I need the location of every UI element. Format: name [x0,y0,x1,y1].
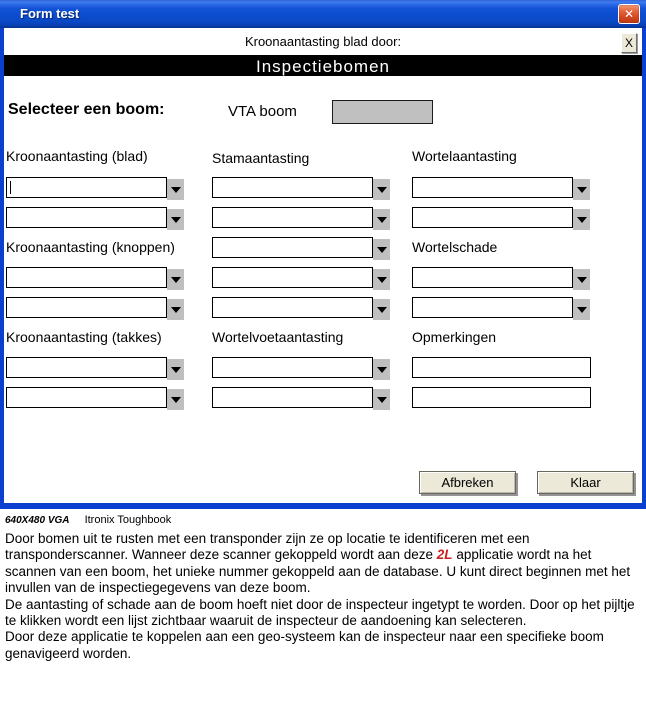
device-label: Itronix Toughbook [84,514,172,526]
chevron-down-icon [377,217,387,223]
banner-close-button[interactable]: X [621,33,637,53]
section-label-opmerkingen: Opmerkingen [412,329,497,345]
combo-wortelvoetaantasting-1-field[interactable] [212,357,373,378]
opmerkingen-input-2[interactable] [412,387,591,408]
combo-kroonaantasting-takkes-2-field[interactable] [6,387,167,408]
banner-bar [0,28,646,55]
chevron-down-icon [377,277,387,283]
combo-stamaantasting-5-field[interactable] [212,297,373,318]
chevron-down-icon [577,217,587,223]
title-bar[interactable] [0,0,646,28]
combo-kroonaantasting-blad-2-field[interactable] [6,207,167,228]
combo-wortelschade-2[interactable] [412,297,592,321]
combo-wortelschade-2-field[interactable] [412,297,573,318]
combo-kroonaantasting-knoppen-2[interactable] [6,297,186,321]
combo-kroonaantasting-takkes-2[interactable] [6,387,186,411]
section-label-kroonaantasting-knoppen: Kroonaantasting (knoppen) [6,239,175,255]
window-border-left [0,28,4,509]
combo-stamaantasting-2[interactable] [212,207,392,231]
chevron-down-icon [377,247,387,253]
section-label-stamaantasting: Stamaantasting [212,150,310,166]
chevron-down-icon [577,187,587,193]
window-title: Form test [20,6,80,21]
paragraph-1-start: Door bomen uit te rusten met een transponder zijn ze op locatie te identificeren met een transponderscanner. Wanneer deze scanner gekoppeld wordt aan deze [5,531,530,563]
paragraph-3: Door deze applicatie te koppelen aan een geo-systeem kan de inspecteur naar een specifieke boom genavigeerd worden. [5,629,604,661]
combo-wortelvoetaantasting-1[interactable] [212,357,392,381]
section-label-wortelaantasting: Wortelaantasting [412,148,517,164]
vta-boom-label: VTA boom [228,103,297,120]
combo-stamaantasting-2-field[interactable] [212,207,373,228]
vta-boom-field[interactable] [332,100,433,124]
combo-stamaantasting-4-dropdown-button[interactable] [373,269,390,290]
select-tree-label: Selecteer een boom: [8,101,165,118]
combo-kroonaantasting-blad-2-dropdown-button[interactable] [167,209,184,230]
paragraph-1-end: applicatie wordt na het scannen van een boom, het unieke nummer gekoppeld aan de database. U kunt direct beginnen met het invullen van de inspectiegegevens van deze boom. [5,547,631,596]
combo-stamaantasting-2-dropdown-button[interactable] [373,209,390,230]
2l-logo: 2L [436,547,453,563]
combo-kroonaantasting-blad-1-field[interactable] [6,177,167,198]
combo-stamaantasting-1-dropdown-button[interactable] [373,179,390,200]
combo-kroonaantasting-knoppen-1-field[interactable] [6,267,167,288]
combo-wortelvoetaantasting-1-dropdown-button[interactable] [373,359,390,380]
combo-kroonaantasting-takkes-1-field[interactable] [6,357,167,378]
combo-wortelaantasting-2[interactable] [412,207,592,231]
klaar-button[interactable]: Klaar [537,471,634,494]
combo-kroonaantasting-blad-1[interactable] [6,177,186,201]
page-title: Inspectiebomen [255,57,391,76]
combo-kroonaantasting-takkes-1[interactable] [6,357,186,381]
combo-wortelaantasting-1-field[interactable] [412,177,573,198]
combo-wortelschade-1[interactable] [412,267,592,291]
combo-kroonaantasting-blad-2[interactable] [6,207,186,231]
combo-kroonaantasting-takkes-2-dropdown-button[interactable] [167,389,184,410]
opmerkingen-input-1[interactable] [412,357,591,378]
chevron-down-icon [377,367,387,373]
combo-wortelvoetaantasting-2-field[interactable] [212,387,373,408]
combo-stamaantasting-1-field[interactable] [212,177,373,198]
combo-stamaantasting-3-field[interactable] [212,237,373,258]
screen-caption [5,514,171,526]
combo-stamaantasting-1[interactable] [212,177,392,201]
combo-wortelaantasting-2-dropdown-button[interactable] [573,209,590,230]
section-label-kroonaantasting-blad: Kroonaantasting (blad) [6,148,148,164]
banner-label: Kroonaantasting blad door: [244,34,402,49]
combo-kroonaantasting-knoppen-2-dropdown-button[interactable] [167,299,184,320]
combo-stamaantasting-5-dropdown-button[interactable] [373,299,390,320]
combo-kroonaantasting-knoppen-1-dropdown-button[interactable] [167,269,184,290]
chevron-down-icon [377,307,387,313]
combo-wortelschade-2-dropdown-button[interactable] [573,299,590,320]
chevron-down-icon [377,397,387,403]
combo-wortelvoetaantasting-2[interactable] [212,387,392,411]
combo-kroonaantasting-knoppen-2-field[interactable] [6,297,167,318]
combo-wortelvoetaantasting-2-dropdown-button[interactable] [373,389,390,410]
combo-stamaantasting-4[interactable] [212,267,392,291]
chevron-down-icon [171,217,181,223]
section-label-wortelvoetaantasting: Wortelvoetaantasting [212,329,344,345]
section-label-kroonaantasting-takkes: Kroonaantasting (takkes) [6,329,162,345]
section-label-wortelschade: Wortelschade [412,239,498,255]
chevron-down-icon [171,367,181,373]
paragraph-1 [5,531,642,597]
close-icon[interactable]: ✕ [618,4,640,24]
paragraph-2: De aantasting of schade aan de boom hoeft niet door de inspecteur ingetypt te worden. Door op het pijltje te klikken wordt een lijst zichtbaar waaruit de inspecteur de aandoening kan selecteren. [5,596,635,629]
combo-stamaantasting-3[interactable] [212,237,392,261]
afbreken-button[interactable]: Afbreken [419,471,516,494]
chevron-down-icon [171,187,181,193]
window-border-right [642,28,646,509]
combo-wortelaantasting-2-field[interactable] [412,207,573,228]
chevron-down-icon [377,187,387,193]
combo-kroonaantasting-takkes-1-dropdown-button[interactable] [167,359,184,380]
combo-stamaantasting-5[interactable] [212,297,392,321]
combo-kroonaantasting-knoppen-1[interactable] [6,267,186,291]
combo-stamaantasting-3-dropdown-button[interactable] [373,239,390,260]
resolution-label: 640X480 VGA [5,515,70,526]
window-border-bottom [0,503,646,509]
combo-wortelschade-1-field[interactable] [412,267,573,288]
combo-kroonaantasting-blad-1-dropdown-button[interactable] [167,179,184,200]
combo-wortelaantasting-1[interactable] [412,177,592,201]
chevron-down-icon [171,307,181,313]
combo-wortelaantasting-1-dropdown-button[interactable] [573,179,590,200]
chevron-down-icon [577,307,587,313]
chevron-down-icon [171,397,181,403]
chevron-down-icon [171,277,181,283]
combo-stamaantasting-4-field[interactable] [212,267,373,288]
text-caret [10,181,11,194]
chevron-down-icon [577,277,587,283]
description-text [5,531,642,662]
combo-wortelschade-1-dropdown-button[interactable] [573,269,590,290]
header-bar [0,55,646,76]
